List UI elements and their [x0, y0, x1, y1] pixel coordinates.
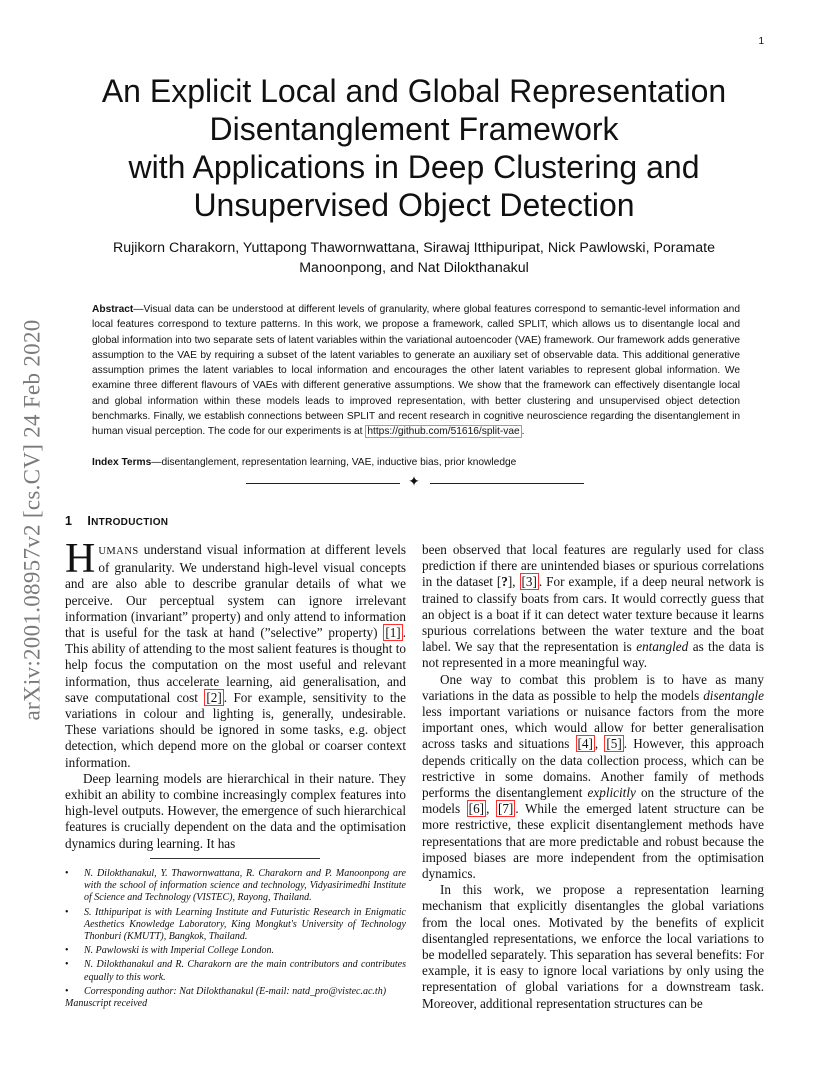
index-terms: [92, 457, 740, 468]
paragraph: In this work, we propose a representation learning mechanism that explicitly disentangles the global variations from the local ones. Motivated by the benefits of explicit disentangled representations, we enforce the local variations to be modelled separately. This separation has several benefits: For example, it is easy to ignore local variations by only using the representation of global variations for a downstream task. Moreover, additional representation structures can be: [422, 882, 764, 1011]
footnote-list: [65, 868, 406, 998]
text-run: . For example, sensitivity to the variations in colour and lighting is, generally, undesirable. These variations should be ignored in some tasks, e.g. object detection, which depend more on the global or coarser context information.: [65, 689, 406, 770]
citation-link[interactable]: [4]: [577, 736, 593, 752]
footnotes: [65, 868, 406, 1000]
paragraph: Deep learning models are hierarchical in their nature. They exhibit an ability to combine increasingly complex features into high-level outputs. However, the emergence of such hierarchical features is crucially dependent on the data and the optimisation dynamics during learning. It has: [65, 770, 406, 851]
emphasis: entangled: [636, 639, 689, 655]
section-title-initial: I: [87, 514, 92, 528]
bullet-icon: •: [65, 945, 69, 957]
abstract-end: .: [521, 426, 525, 438]
text-run: less important variations or nuisance factors from the more important ones, which would allow for better generalisation across tasks and situations: [422, 704, 764, 752]
title-line: Unsupervised Object Detection: [193, 187, 635, 223]
manuscript-received-note: Manuscript received: [65, 998, 148, 1009]
divider-star-icon: ✦: [408, 475, 420, 490]
text-run: ,: [486, 801, 496, 817]
footnote-text: N. Pawlowski is with Imperial College London.: [84, 945, 275, 957]
emphasis: disentangle: [703, 687, 764, 703]
footnote-rule: [150, 858, 320, 859]
footnote-text: S. Itthipuripat is with Learning Institute and Futuristic Research in Enigmatic Aesthetics Knowledge Laboratory, King Mongkut's University of Technology Thonburi (KMUTT), Bangkok, Thailand.: [84, 906, 406, 943]
citation-link[interactable]: [5]: [606, 736, 622, 752]
arxiv-sidebar-stamp: [18, 285, 48, 755]
author-line: Manoonpong, and Nat Dilokthanakul: [299, 260, 529, 276]
footnote-item: [65, 945, 406, 957]
index-terms-text: —disentanglement, representation learning, VAE, inductive bias, prior knowledge: [151, 457, 517, 468]
title-line: with Applications in Deep Clustering and: [128, 149, 700, 185]
abstract: [92, 302, 740, 440]
title-line: Disentanglement Framework: [209, 111, 619, 147]
text-run: . For example, if a deep neural network is trained to classify boats from cars. It would correctly guess that an object is a boat if it can detect water texture because it learns spurious correlations between the water texture and the boat label. We say that the representation is: [422, 574, 764, 655]
text-run: ,: [594, 736, 605, 752]
text-run: . This ability of attending to the most salient features is thought to help focus the computation on the most useful and relevant information, thus accelerate learning, aid generalisation, and save computational cost: [65, 625, 406, 705]
bullet-icon: •: [65, 959, 69, 971]
citation-link[interactable]: [7]: [497, 801, 514, 817]
author-line: Rujikorn Charakorn, Yuttapong Thawornwattana, Sirawaj Itthipuripat, Nick Pawlowski, Poramate: [113, 240, 715, 256]
bullet-icon: •: [65, 985, 69, 997]
emphasis: explicitly: [587, 785, 636, 801]
author-list: [80, 238, 748, 278]
right-column-body: [422, 542, 764, 1012]
footnote-item: [65, 959, 406, 983]
footnote-item: [65, 868, 406, 905]
left-column-body: [65, 536, 406, 852]
drop-cap: H: [65, 536, 96, 582]
text-run: on the structure of the models: [422, 785, 764, 817]
footnote-text: N. Dilokthanakul, Y. Thawornwattana, R. Charakorn and P. Manoonpong are with the school of information science and technology, Vidyasirimedhi Institute of Science and Technology (VISTEC), Rayong, Thailand.: [84, 868, 406, 904]
abstract-label: Abstract: [92, 304, 134, 315]
citation-link[interactable]: [2]: [206, 689, 222, 705]
page-number: 1: [758, 36, 764, 47]
text-run: One way to combat this problem is to have as many variations in the data as possible to help the models: [422, 671, 764, 703]
title-line: An Explicit Local and Global Representation: [101, 73, 727, 109]
abstract-text: —Visual data can be understood at different levels of granularity, where global features correspond to semantic-level information and local features correspond to texture patterns. In this work, we propose a framework, called SPLIT, which allows us to disentangle local and global information into two separate sets of latent variables within the variational autoencoder (VAE) framework. Our framework adds generative assumption to the VAE by requiring a subset of the latent variables to generate an auxiliary set of observable data. This additional generative assumption primes the latent variables to local information and encourages the other latent variables to represent global information. We examine three different flavours of VAEs with different generative assumptions. We show that the framework can effectively disentangle local and global information within these models leads to improved representation, with better clustering and unsupervised object detection benchmarks. Finally, we establish connections between SPLIT and recent research in cognitive neuroscience regarding the disentanglement in human visual perception. The code for our experiments is at: [92, 304, 740, 438]
text-run: . While the emerged latent structure can be more restrictive, these explicit disentanglement methods have representations that are more predictable and robust because the imposed biases are more independent from the optimisation dynamics.: [422, 801, 765, 882]
citation-link[interactable]: [6]: [468, 801, 485, 817]
paragraph: [65, 536, 406, 771]
divider-rule-right: [430, 483, 584, 484]
text-run: . However, this approach depends critically on the data collection process, which can be restrictive in some domains. Another family of methods performs the disentanglement: [422, 736, 764, 801]
text-run: ],: [507, 574, 520, 590]
index-terms-label: Index Terms: [92, 457, 152, 468]
paper-title: [60, 72, 768, 224]
footnote-text: N. Dilokthanakul and R. Charakorn are the main contributors and contributes equally to this work.: [84, 959, 406, 983]
missing-citation: ?: [501, 574, 508, 590]
section-heading: [65, 514, 168, 528]
text-run: understand visual information at different levels of granularity. We understand high-level visual concepts and are also able to describe granular details of what we perceive. Our perceptual system can ignore irrelevant information (invariant” property) and only attend to information that is useful for the task at hand (”selective” property): [65, 542, 406, 641]
paragraph: [422, 672, 764, 883]
bullet-icon: •: [65, 906, 69, 918]
footnote-item: [65, 986, 406, 998]
citation-link[interactable]: [1]: [385, 625, 401, 641]
section-number: 1: [65, 514, 73, 528]
footnote-item: [65, 907, 406, 944]
bullet-icon: •: [65, 868, 69, 879]
paragraph: [422, 542, 764, 672]
citation-link[interactable]: [3]: [521, 574, 537, 590]
small-caps-lead: UMANS: [98, 546, 139, 557]
code-repository-link[interactable]: https://github.com/51616/split-vae: [367, 426, 520, 438]
arxiv-identifier: arXiv:2001.08957v2 [cs.CV] 24 Feb 2020: [20, 319, 45, 721]
text-run: been observed that local features are regularly used for class prediction if there are unintended biases or spurious correlations in the dataset [: [422, 542, 764, 590]
section-title-rest: NTRODUCTION: [91, 517, 169, 528]
text-run: as the data is not represented in a more meaningful way.: [422, 639, 764, 671]
divider-rule-left: [246, 483, 400, 484]
footnote-text: Corresponding author: Nat Dilokthanakul (E-mail: natd_pro@vistec.ac.th): [84, 985, 387, 997]
